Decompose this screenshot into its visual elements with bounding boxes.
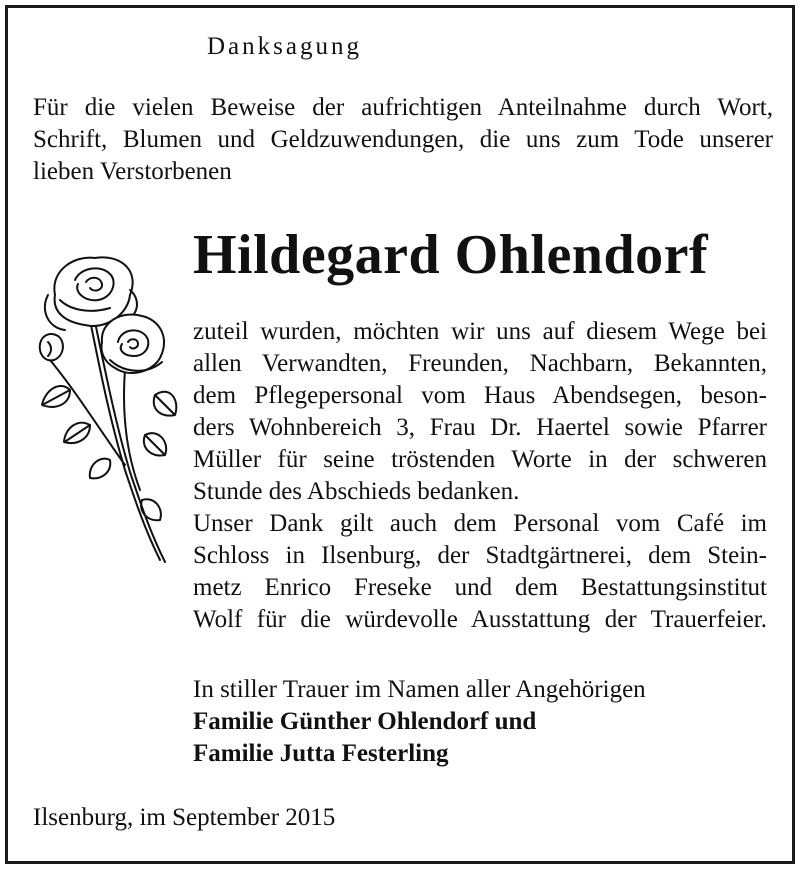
- closing-block: [193, 674, 646, 770]
- body-line: ders Wohnbereich 3, Frau Dr. Haertel sowie Pfarrer: [193, 414, 767, 441]
- body-line: metz Enrico Freseke und dem Bestattungsinstitut: [193, 574, 767, 601]
- intro-paragraph: [33, 92, 773, 188]
- signatory-line: Familie Jutta Festerling: [193, 740, 449, 767]
- place-date: Ilsenburg, im September 2015: [33, 804, 336, 831]
- body-line: allen Verwandten, Freunden, Nachbarn, Bekannten,: [193, 350, 767, 377]
- intro-line: Schrift, Blumen und Geldzuwendungen, die uns zum Tode unserer: [33, 126, 773, 153]
- signatory-line: Familie Günther Ohlendorf und: [193, 708, 537, 735]
- body-line: zuteil wurden, möchten wir uns auf diesem Wege bei: [193, 318, 767, 345]
- body-line: Müller für seine tröstenden Worte in der schweren: [193, 446, 767, 473]
- body-line: Wolf für die würdevolle Ausstattung der Trauerfeier.: [193, 606, 767, 633]
- intro-line: Für die vielen Beweise der aufrichtigen Anteilnahme durch Wort,: [33, 94, 773, 121]
- body-line: dem Pflegepersonal vom Haus Abendsegen, beson-: [193, 382, 767, 409]
- body-line: Unser Dank gilt auch dem Personal vom Café im: [193, 510, 767, 537]
- intro-line: lieben Verstorbenen: [33, 158, 232, 185]
- body-line: Stunde des Abschieds bedanken.: [193, 478, 520, 505]
- roses-illustration-icon: [30, 250, 180, 570]
- notice-heading: Danksagung: [207, 33, 362, 60]
- closing-line: In stiller Trauer im Namen aller Angehörigen: [193, 676, 646, 703]
- body-line: Schloss in Ilsenburg, der Stadtgärtnerei, dem Stein-: [193, 542, 767, 569]
- deceased-name: Hildegard Ohlendorf: [193, 224, 709, 286]
- body-paragraph: [193, 316, 767, 636]
